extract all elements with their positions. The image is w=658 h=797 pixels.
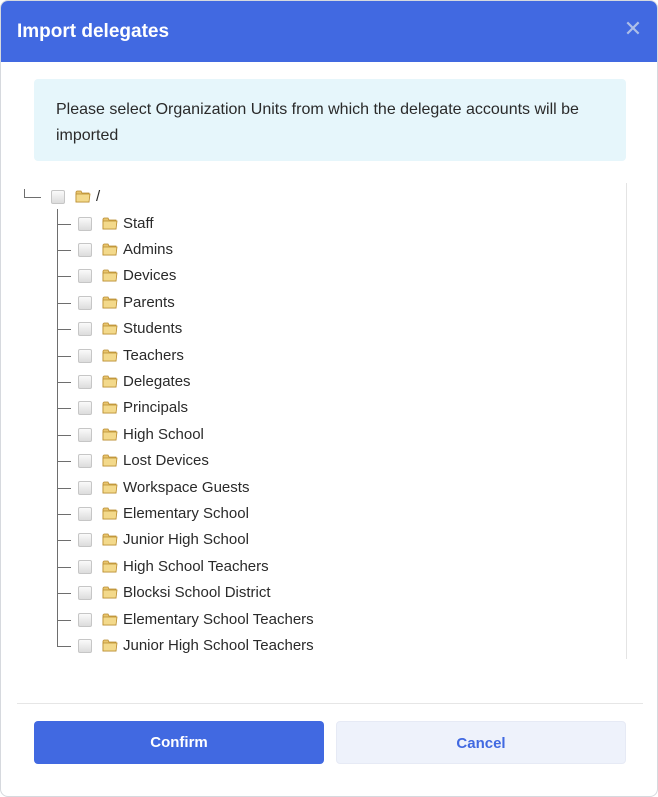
- tree-root-node: [17, 186, 607, 208]
- tree-node-checkbox[interactable]: [78, 586, 92, 600]
- folder-icon: [102, 505, 118, 521]
- folder-icon: [102, 531, 118, 547]
- tree-node: [17, 397, 607, 419]
- folder-icon: [75, 188, 91, 204]
- tree-node: [17, 213, 607, 235]
- tree-node-checkbox[interactable]: [78, 613, 92, 627]
- dialog-header: [1, 1, 657, 62]
- folder-icon: [102, 215, 118, 231]
- tree-node: [17, 318, 607, 340]
- tree-node: [17, 582, 607, 604]
- folder-icon: [102, 584, 118, 600]
- tree-node: [17, 609, 607, 631]
- tree-node-checkbox[interactable]: [78, 560, 92, 574]
- tree-node-label[interactable]: Junior High School: [123, 531, 249, 548]
- confirm-button[interactable]: Confirm: [34, 721, 324, 764]
- folder-icon: [102, 347, 118, 363]
- tree-node-label[interactable]: Elementary School Teachers: [123, 611, 314, 628]
- tree-node: [17, 529, 607, 551]
- tree-node-label[interactable]: Students: [123, 320, 183, 337]
- tree-node-checkbox[interactable]: [78, 217, 92, 231]
- tree-node: [17, 424, 607, 446]
- tree-node-label[interactable]: Blocksi School District: [123, 584, 271, 601]
- folder-icon: [102, 320, 118, 336]
- tree-node: [17, 292, 607, 314]
- folder-icon: [102, 373, 118, 389]
- tree-node-label[interactable]: Admins: [123, 241, 174, 258]
- tree-node: [17, 265, 607, 287]
- tree-node-checkbox[interactable]: [78, 428, 92, 442]
- folder-icon: [102, 399, 118, 415]
- tree-node: [17, 239, 607, 261]
- footer-divider: [17, 703, 643, 704]
- folder-icon: [102, 267, 118, 283]
- tree-node-checkbox[interactable]: [78, 349, 92, 363]
- tree-node-checkbox[interactable]: [51, 190, 65, 204]
- tree-node-checkbox[interactable]: [78, 481, 92, 495]
- folder-icon: [102, 611, 118, 627]
- tree-node-checkbox[interactable]: [78, 296, 92, 310]
- close-icon[interactable]: ✕: [623, 16, 643, 41]
- tree-node: [17, 345, 607, 367]
- folder-icon: [102, 479, 118, 495]
- folder-icon: [102, 452, 118, 468]
- org-unit-tree: [17, 181, 627, 661]
- tree-node: [17, 635, 607, 657]
- tree-node-checkbox[interactable]: [78, 269, 92, 283]
- tree-node: [17, 477, 607, 499]
- info-message: Please select Organization Units from which the delegate accounts will be imported: [56, 101, 579, 144]
- tree-node: [17, 450, 607, 472]
- tree-node-checkbox[interactable]: [78, 639, 92, 653]
- tree-node-label[interactable]: Workspace Guests: [123, 479, 250, 496]
- tree-node: [17, 503, 607, 525]
- tree-node-label[interactable]: Principals: [123, 399, 189, 416]
- cancel-button[interactable]: Cancel: [336, 721, 626, 764]
- tree-node-checkbox[interactable]: [78, 454, 92, 468]
- tree-node-checkbox[interactable]: [78, 507, 92, 521]
- tree-node-label[interactable]: Delegates: [123, 373, 191, 390]
- tree-node-label[interactable]: /: [96, 188, 101, 205]
- tree-node-label[interactable]: Parents: [123, 294, 175, 311]
- folder-icon: [102, 426, 118, 442]
- dialog-title: Import delegates: [17, 21, 170, 42]
- tree-node-label[interactable]: Staff: [123, 215, 154, 232]
- folder-icon: [102, 294, 118, 310]
- tree-node-label[interactable]: Junior High School Teachers: [123, 637, 314, 654]
- folder-icon: [102, 558, 118, 574]
- tree-node-checkbox[interactable]: [78, 533, 92, 547]
- folder-icon: [102, 637, 118, 653]
- tree-node: [17, 371, 607, 393]
- tree-node-label[interactable]: Devices: [123, 267, 177, 284]
- tree-node-checkbox[interactable]: [78, 401, 92, 415]
- folder-icon: [102, 241, 118, 257]
- info-alert: [34, 79, 626, 161]
- tree-node-checkbox[interactable]: [78, 375, 92, 389]
- tree-node-label[interactable]: Lost Devices: [123, 452, 209, 469]
- tree-node-label[interactable]: High School Teachers: [123, 558, 269, 575]
- tree-node-label[interactable]: High School: [123, 426, 204, 443]
- tree-scrollbar[interactable]: [626, 183, 631, 659]
- tree-node-checkbox[interactable]: [78, 322, 92, 336]
- tree-node-label[interactable]: Teachers: [123, 347, 184, 364]
- tree-node: [17, 556, 607, 578]
- tree-node-checkbox[interactable]: [78, 243, 92, 257]
- tree-node-label[interactable]: Elementary School: [123, 505, 249, 522]
